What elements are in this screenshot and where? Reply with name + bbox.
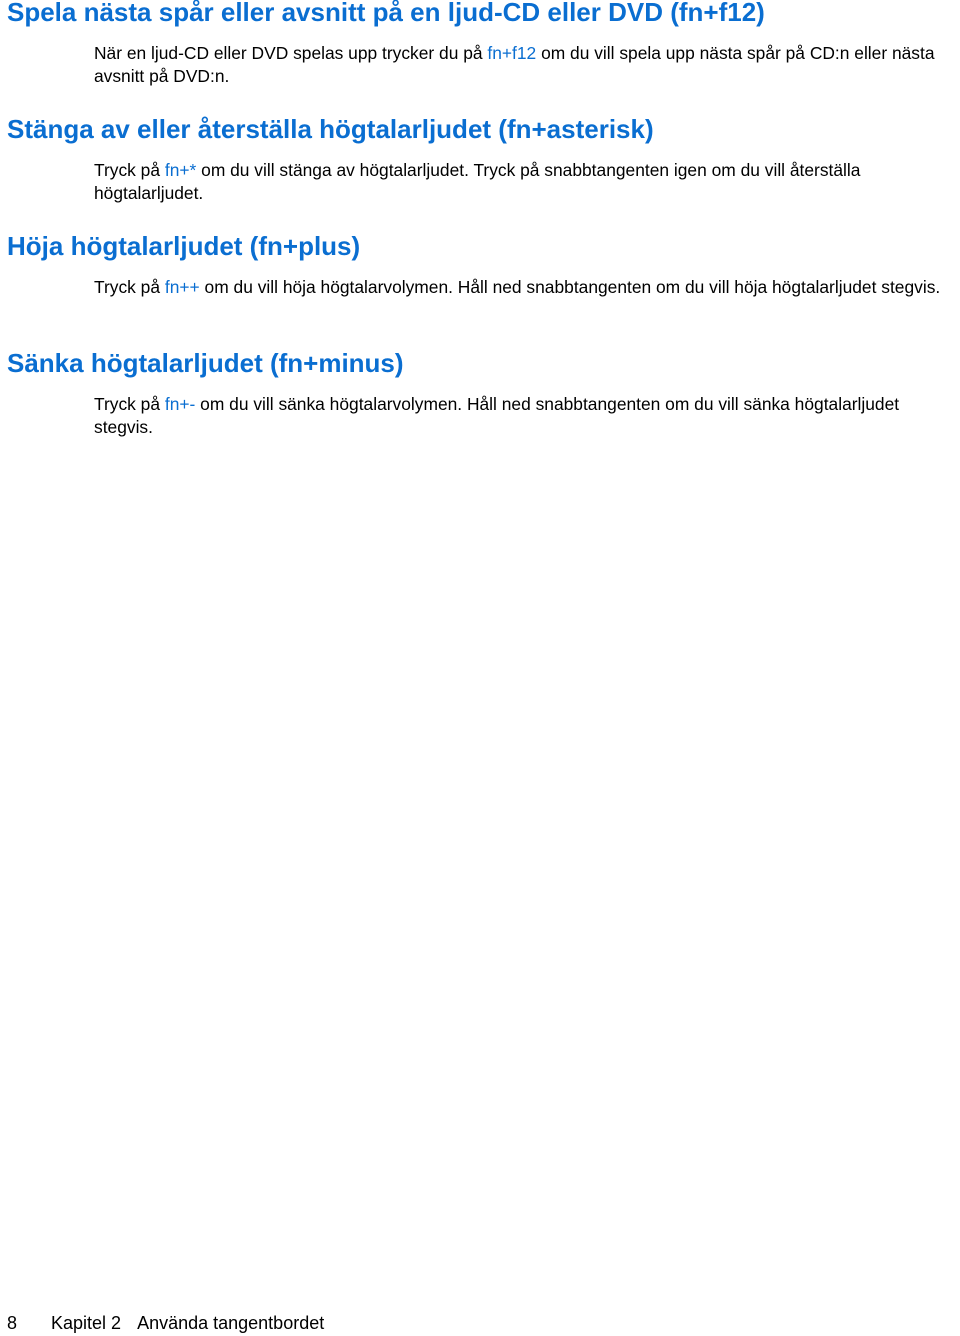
- section-heading-volume-up: Höja högtalarljudet (fn+plus): [7, 231, 361, 261]
- section-heading-next-track: Spela nästa spår eller avsnitt på en ljud-CD eller DVD (fn+f12): [7, 0, 765, 27]
- body-text-lead: Tryck på: [94, 277, 165, 297]
- section-heading-volume-down: Sänka högtalarljudet (fn+minus): [7, 348, 404, 378]
- body-text-lead: När en ljud-CD eller DVD spelas upp trycker du på: [94, 43, 488, 63]
- hotkey-reference: fn+-: [164, 394, 196, 414]
- section-body-mute: [94, 159, 960, 205]
- section-body-volume-up: [94, 276, 960, 299]
- section-body-next-track: [94, 42, 960, 88]
- body-text-rest: om du vill sänka högtalarvolymen. Håll ned snabbtangenten om du vill sänka högtalarljudet stegvis.: [94, 394, 900, 437]
- page-footer: [7, 1312, 324, 1334]
- body-text-lead: Tryck på: [94, 394, 165, 414]
- body-text-rest: om du vill höja högtalarvolymen. Håll ned snabbtangenten om du vill höja högtalarljudet stegvis.: [199, 277, 941, 297]
- body-text-rest: om du vill stänga av högtalarljudet. Tryck på snabbtangenten igen om du vill återställa högtalarljudet.: [94, 160, 861, 203]
- page-number: 8: [7, 1313, 18, 1333]
- hotkey-reference: fn+f12: [487, 43, 537, 63]
- chapter-title: Använda tangentbordet: [137, 1313, 325, 1333]
- chapter-label: Kapitel 2: [51, 1313, 122, 1333]
- body-text-lead: Tryck på: [94, 160, 165, 180]
- section-heading-mute: Stänga av eller återställa högtalarljudet (fn+asterisk): [7, 114, 654, 144]
- body-text-rest: om du vill spela upp nästa spår på CD:n eller nästa avsnitt på DVD:n.: [94, 43, 935, 86]
- hotkey-reference: fn++: [164, 277, 200, 297]
- section-body-volume-down: [94, 393, 960, 439]
- hotkey-reference: fn+*: [164, 160, 197, 180]
